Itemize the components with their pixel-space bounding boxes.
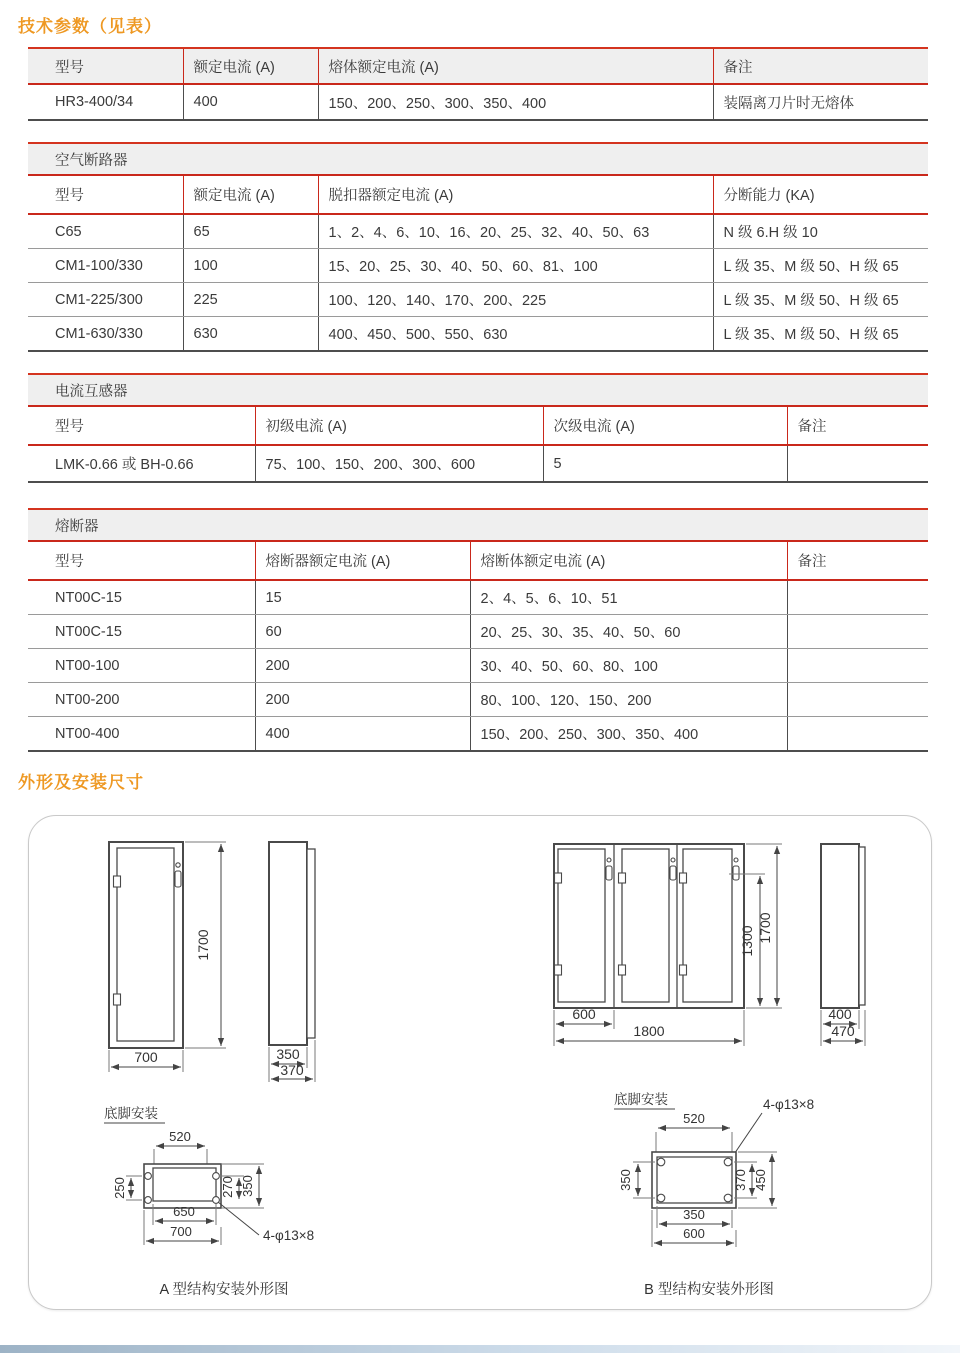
door-lock-icon <box>671 858 675 862</box>
cell-trip-currents: 100、120、140、170、200、225 <box>318 283 713 317</box>
cell-fuse-currents: 150、200、250、300、350、400 <box>318 84 713 120</box>
hinge-icon <box>555 965 562 975</box>
table-row <box>28 317 928 352</box>
cell-primary-current: 75、100、150、200、300、600 <box>255 445 543 482</box>
door-lock-icon <box>607 858 611 862</box>
installation-drawing <box>29 816 929 1307</box>
cell-rated-current: 100 <box>183 249 318 283</box>
cell-fuse-rated-current: 200 <box>255 683 470 717</box>
dim-a-foot-holes: 4-φ13×8 <box>263 1228 315 1243</box>
dim-a-width: 700 <box>134 1049 158 1065</box>
cell-breaking-capacity: L 级 35、M 级 50、H 级 65 <box>713 283 928 317</box>
table-header-row <box>28 175 928 214</box>
dim-b-inner-height: 1300 <box>739 925 755 957</box>
b-front-view <box>554 844 782 1046</box>
cell-rated-current: 65 <box>183 214 318 249</box>
mount-hole-icon <box>724 1158 732 1166</box>
col-header: 脱扣器额定电流 (A) <box>318 175 713 214</box>
col-header: 额定电流 (A) <box>183 48 318 84</box>
dim-a-foot-bottom-inner: 650 <box>173 1204 195 1219</box>
hinge-icon <box>680 965 687 975</box>
mount-hole-icon <box>724 1194 732 1202</box>
hinge-icon <box>555 873 562 883</box>
hinge-icon <box>114 876 121 887</box>
a-foot-plan <box>104 1105 314 1245</box>
col-header: 熔体额定电流 (A) <box>318 48 713 84</box>
door-lock-icon <box>176 863 180 867</box>
b-foot-label: 底脚安装 <box>614 1092 668 1107</box>
door-lock-icon <box>670 866 676 880</box>
dim-b-foot-top: 520 <box>683 1111 705 1126</box>
dim-a-foot-right-inner: 270 <box>220 1176 235 1198</box>
cell-fuse-link-currents: 80、100、120、150、200 <box>470 683 787 717</box>
cell-rated-current: 400 <box>183 84 318 120</box>
cell-fuse-link-currents: 150、200、250、300、350、400 <box>470 717 787 752</box>
hinge-icon <box>114 994 121 1005</box>
cell-fuse-rated-current: 400 <box>255 717 470 752</box>
air-breaker-table <box>28 142 928 352</box>
col-header: 熔断器额定电流 (A) <box>255 541 470 580</box>
table-row <box>28 717 928 752</box>
b-side-view <box>821 844 865 1046</box>
table-section-title: 熔断器 <box>28 509 928 541</box>
table-section-title: 电流互感器 <box>28 374 928 406</box>
table-section-title: 空气断路器 <box>28 143 928 175</box>
cell-model: C65 <box>28 214 183 249</box>
dim-a-foot-right-outer: 350 <box>240 1175 255 1197</box>
table-row <box>28 84 928 120</box>
table-row <box>28 615 928 649</box>
cell-secondary-current: 5 <box>543 445 787 482</box>
table-section-band <box>28 143 928 175</box>
cell-note <box>787 717 928 752</box>
col-header: 次级电流 (A) <box>543 406 787 445</box>
dim-b-depth: 400 <box>828 1006 852 1022</box>
cell-note: 装隔离刀片时无熔体 <box>713 84 928 120</box>
cell-model: CM1-630/330 <box>28 317 183 352</box>
mount-hole-icon <box>145 1197 152 1204</box>
table-row <box>28 649 928 683</box>
cell-model: NT00-100 <box>28 649 255 683</box>
mount-hole-icon <box>145 1173 152 1180</box>
col-header: 初级电流 (A) <box>255 406 543 445</box>
a-foot-label: 底脚安装 <box>104 1106 158 1121</box>
dim-b-door-width: 600 <box>572 1006 596 1022</box>
dim-a-height: 1700 <box>195 929 211 961</box>
table-header-row <box>28 541 928 580</box>
table-section-band <box>28 374 928 406</box>
col-header: 额定电流 (A) <box>183 175 318 214</box>
switch-table <box>28 47 928 121</box>
col-header: 型号 <box>28 541 255 580</box>
cell-trip-currents: 1、2、4、6、10、16、20、25、32、40、50、63 <box>318 214 713 249</box>
dim-a-foot-bottom-outer: 700 <box>170 1224 192 1239</box>
cell-breaking-capacity: L 级 35、M 级 50、H 级 65 <box>713 249 928 283</box>
dim-b-foot-holes: 4-φ13×8 <box>763 1097 815 1112</box>
cell-model: NT00-400 <box>28 717 255 752</box>
hinge-icon <box>680 873 687 883</box>
door-lock-icon <box>175 871 181 887</box>
cell-note <box>787 445 928 482</box>
dim-b-foot-bottom-outer: 600 <box>683 1226 705 1241</box>
col-header: 型号 <box>28 175 183 214</box>
col-header: 型号 <box>28 406 255 445</box>
cell-rated-current: 225 <box>183 283 318 317</box>
b-type-caption: B 型结构安装外形图 <box>644 1282 774 1298</box>
col-header: 备注 <box>787 406 928 445</box>
cell-fuse-rated-current: 15 <box>255 580 470 615</box>
dim-b-width: 1800 <box>633 1023 665 1039</box>
table-header-row <box>28 48 928 84</box>
cell-note <box>787 580 928 615</box>
col-header: 型号 <box>28 48 183 84</box>
table-row <box>28 214 928 249</box>
col-header: 备注 <box>713 48 928 84</box>
a-front-view <box>109 842 226 1072</box>
cell-model: NT00C-15 <box>28 615 255 649</box>
hinge-icon <box>619 965 626 975</box>
b-foot-plan <box>614 1091 814 1247</box>
dim-a-depth: 350 <box>276 1046 300 1062</box>
col-header: 备注 <box>787 541 928 580</box>
door-lock-icon <box>734 858 738 862</box>
cell-breaking-capacity: N 级 6.H 级 10 <box>713 214 928 249</box>
cell-note <box>787 649 928 683</box>
drawings-panel <box>28 815 932 1310</box>
table-row <box>28 283 928 317</box>
dim-b-foot-right-outer: 450 <box>753 1169 768 1191</box>
dim-a-depth-total: 370 <box>280 1062 304 1078</box>
dim-a-foot-left: 250 <box>112 1177 127 1199</box>
cell-model: NT00C-15 <box>28 580 255 615</box>
cell-trip-currents: 400、450、500、550、630 <box>318 317 713 352</box>
table-row <box>28 249 928 283</box>
col-header: 熔断体额定电流 (A) <box>470 541 787 580</box>
cell-model: NT00-200 <box>28 683 255 717</box>
col-header: 分断能力 (KA) <box>713 175 928 214</box>
cell-fuse-rated-current: 60 <box>255 615 470 649</box>
table-row <box>28 683 928 717</box>
cell-rated-current: 630 <box>183 317 318 352</box>
cell-fuse-link-currents: 20、25、30、35、40、50、60 <box>470 615 787 649</box>
cell-fuse-link-currents: 30、40、50、60、80、100 <box>470 649 787 683</box>
tech-params-title: 技术参数（见表） <box>18 17 162 36</box>
dim-b-height: 1700 <box>757 912 773 944</box>
cell-note <box>787 615 928 649</box>
table-row <box>28 580 928 615</box>
fuse-table <box>28 508 928 752</box>
cell-note <box>787 683 928 717</box>
mount-hole-icon <box>657 1158 665 1166</box>
cell-model: HR3-400/34 <box>28 84 183 120</box>
hinge-icon <box>619 873 626 883</box>
mount-hole-icon <box>213 1173 220 1180</box>
dim-b-foot-bottom-inner: 350 <box>683 1207 705 1222</box>
dim-b-foot-right-inner: 370 <box>733 1169 748 1191</box>
cell-model: LMK-0.66 或 BH-0.66 <box>28 445 255 482</box>
current-transformer-table <box>28 373 928 483</box>
cell-model: CM1-100/330 <box>28 249 183 283</box>
table-header-row <box>28 406 928 445</box>
dim-b-foot-left: 350 <box>618 1169 633 1191</box>
table-row <box>28 445 928 482</box>
door-lock-icon <box>606 866 612 880</box>
dimensions-title: 外形及安装尺寸 <box>18 773 144 792</box>
cell-trip-currents: 15、20、25、30、40、50、60、81、100 <box>318 249 713 283</box>
cell-model: CM1-225/300 <box>28 283 183 317</box>
dim-a-foot-top: 520 <box>169 1129 191 1144</box>
a-side-view <box>269 842 315 1082</box>
dim-b-depth-total: 470 <box>831 1023 855 1039</box>
cell-fuse-rated-current: 200 <box>255 649 470 683</box>
door-lock-icon <box>733 866 739 880</box>
a-type-caption: A 型结构安装外形图 <box>159 1282 289 1298</box>
table-section-band <box>28 509 928 541</box>
cell-fuse-link-currents: 2、4、5、6、10、51 <box>470 580 787 615</box>
footer-accent-bar <box>0 1345 960 1353</box>
cell-breaking-capacity: L 级 35、M 级 50、H 级 65 <box>713 317 928 352</box>
mount-hole-icon <box>657 1194 665 1202</box>
